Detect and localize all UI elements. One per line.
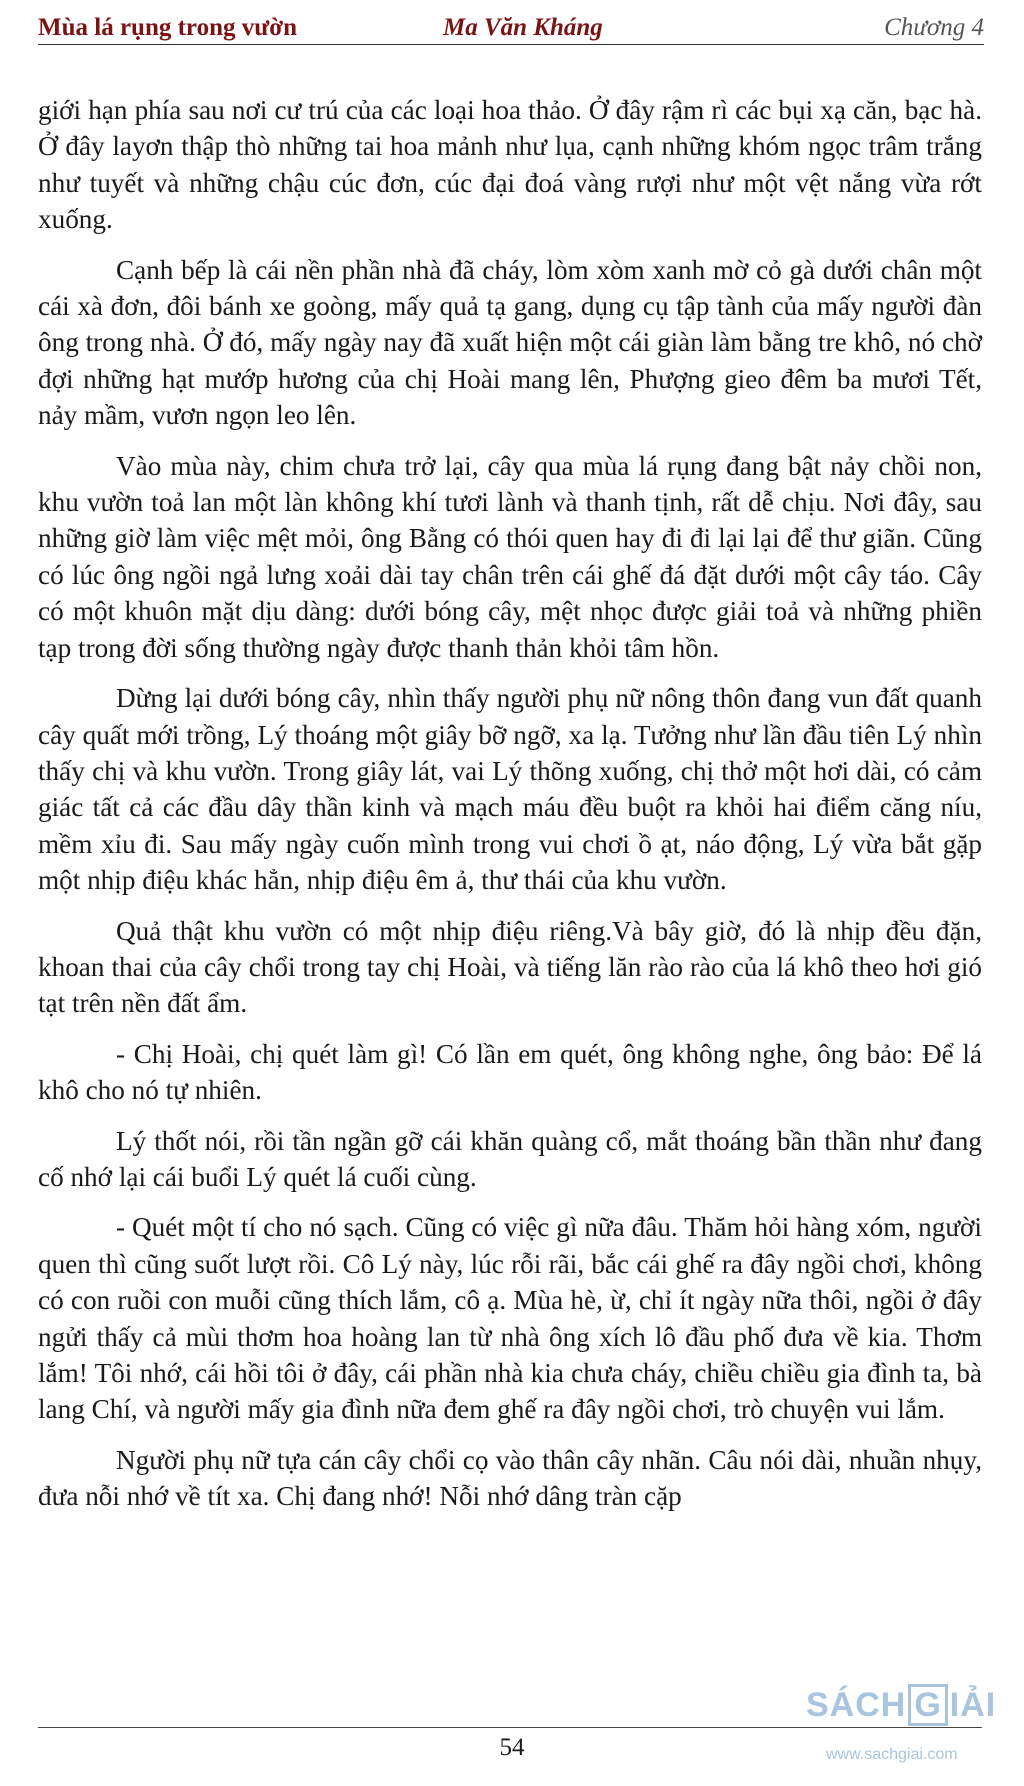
paragraph: Người phụ nữ tựa cán cây chổi cọ vào thân cây nhãn. Câu nói dài, nhuần nhụy, đưa nỗi nhớ về tít xa. Chị đang nhớ! Nỗi nhớ dâng tràn cặp bbox=[38, 1444, 982, 1512]
watermark-brand-prefix: SÁCH bbox=[806, 1686, 907, 1724]
chapter-label: Chương 4 bbox=[884, 14, 984, 41]
book-title: Mùa lá rụng trong vườn bbox=[38, 14, 297, 41]
page-number: 54 bbox=[499, 1734, 525, 1761]
watermark-brand-boxed: G bbox=[908, 1684, 947, 1726]
paragraph: Dừng lại dưới bóng cây, nhìn thấy người phụ nữ nông thôn đang vun đất quanh cây quất mới trồng, Lý thoáng một giây bỡ ngỡ, xa lạ. Tưởng như lần đầu tiên Lý nhìn thấy chị và khu vườn. Trong giây lát, vai Lý thõng xuống, chị thở một hơi dài, có cảm giác tất cả các đầu dây thần kinh và mạch máu đều buột ra khỏi hai điểm căng níu, mềm xỉu đi. Sau mấy ngày cuốn mình trong vui chơi ồ ạt, náo động, Lý vừa bắt gặp một nhịp điệu khác hẳn, nhịp điệu êm ả, thư thái của khu vườn. bbox=[38, 683, 982, 896]
watermark-brand-suffix: IẢI bbox=[949, 1686, 997, 1724]
running-header bbox=[38, 12, 984, 45]
author-name: Ma Văn Kháng bbox=[443, 14, 603, 41]
paragraph: giới hạn phía sau nơi cư trú của các loại hoa thảo. Ở đây rậm rì các bụi xạ căn, bạc hà. Ở đây layơn thập thò những tai hoa mảnh như lụa, cạnh những khóm ngọc trâm trắng như tuyết và những chậu cúc đơn, cúc đại đoá vàng rượi như một vệt nắng vừa rớt xuống. bbox=[38, 95, 982, 235]
watermark-url: www.sachgiai.com bbox=[826, 1746, 958, 1763]
paragraph: Lý thốt nói, rồi tần ngần gỡ cái khăn quàng cổ, mắt thoáng bần thần như đang cố nhớ lại cái buổi Lý quét lá cuối cùng. bbox=[38, 1125, 982, 1192]
paragraph: Vào mùa này, chim chưa trở lại, cây qua mùa lá rụng đang bật nảy chồi non, khu vườn toả lan một làn không khí tươi lành và thanh tịnh, rất dễ chịu. Nơi đây, sau những giờ làm việc mệt mỏi, ông Bằng có thói quen hay đi đi lại lại để thư giãn. Cũng có lúc ông ngồi ngả lưng xoải dài tay chân trên cái ghế đá đặt dưới một cây táo. Cây có một khuôn mặt dịu dàng: dưới bóng cây, mệt nhọc được giải toả và những phiền tạp trong đời sống thường ngày được thanh thản khỏi tâm hồn. bbox=[38, 450, 982, 663]
paragraph: - Chị Hoài, chị quét làm gì! Có lần em quét, ông không nghe, ông bảo: Để lá khô cho nó tự nhiên. bbox=[38, 1038, 982, 1106]
paragraph: - Quét một tí cho nó sạch. Cũng có việc gì nữa đâu. Thăm hỏi hàng xóm, người quen thì cũng suốt lượt rồi. Cô Lý này, lúc rỗi rãi, bắc cái ghế ra đây ngồi chơi, không có con ruồi con muỗi cũng thích lắm, cô ạ. Mùa hè, ừ, chỉ ít ngày nữa thôi, ngồi ở đây ngửi thấy cả mùi thơm hoa hoàng lan từ nhà ông xích lô đầu phố đưa về kia. Thơm lắm! Tôi nhớ, cái hồi tôi ở đây, cái phần nhà kia chưa cháy, chiều chiều gia đình ta, bà lang Chí, và người mấy gia đình nữa đem ghế ra đây ngồi chơi, trò chuyện vui lắm. bbox=[38, 1212, 982, 1425]
paragraph: Cạnh bếp là cái nền phần nhà đã cháy, lòm xòm xanh mờ cỏ gà dưới chân một cái xà đơn, đôi bánh xe goòng, mấy quả tạ gang, dụng cụ tập tành của mấy người đàn ông trong nhà. Ở đó, mấy ngày nay đã xuất hiện một cái giàn làm bằng tre khô, nó chờ đợi những hạt mướp hương của chị Hoài mang lên, Phượng gieo đêm ba mươi Tết, nảy mầm, vươn ngọn leo lên. bbox=[38, 254, 982, 431]
paragraph: Quả thật khu vườn có một nhịp điệu riêng.Và bây giờ, đó là nhịp đều đặn, khoan thai của cây chổi trong tay chị Hoài, và tiếng lăn rào rào của lá khô theo hơi gió tạt trên nền đất ẩm. bbox=[38, 915, 982, 1019]
watermark-brand bbox=[806, 1684, 996, 1726]
page-body bbox=[38, 92, 982, 1529]
watermark-logo bbox=[806, 1684, 996, 1780]
